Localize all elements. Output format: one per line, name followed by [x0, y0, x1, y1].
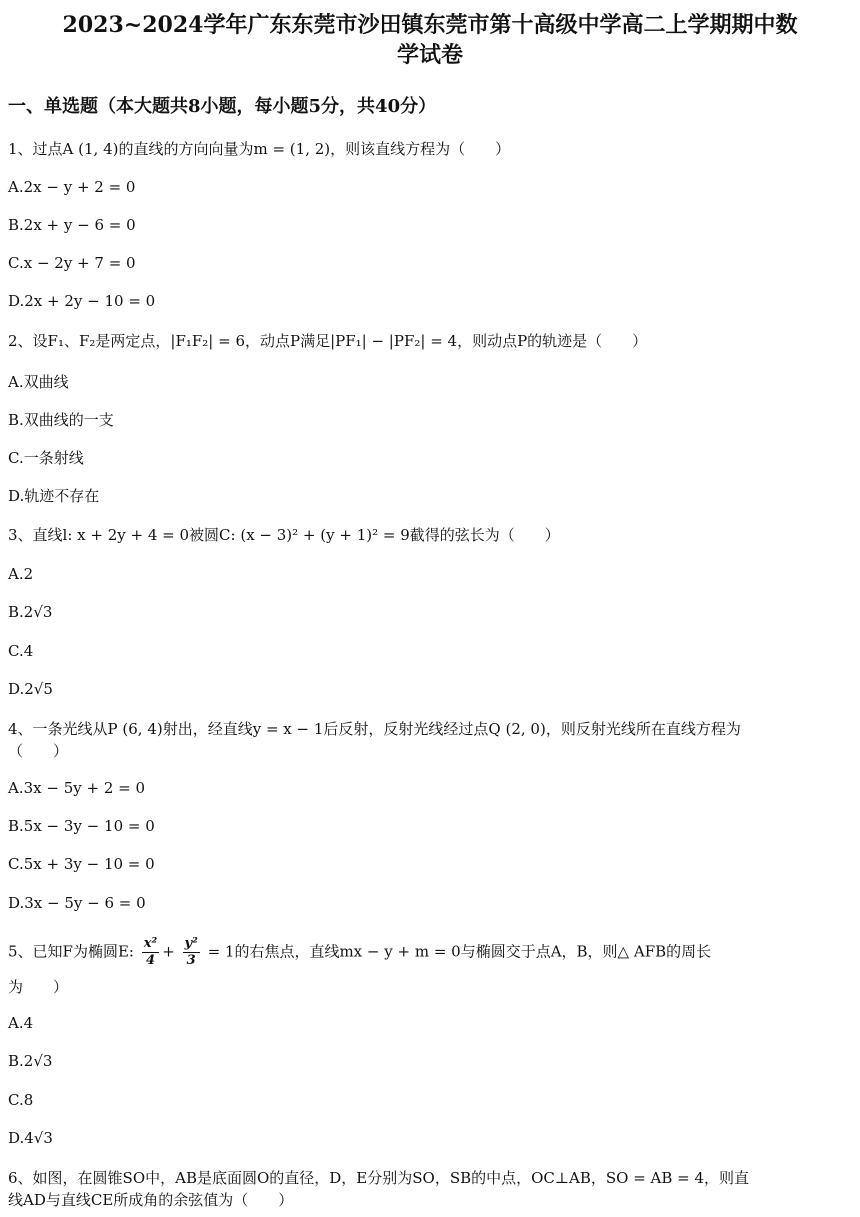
- q5-text-a: 5、已知F为椭圆E:: [8, 942, 134, 961]
- q5-option-c: C.8: [8, 1091, 34, 1109]
- question-6: 6、如图，在圆锥SO中，AB是底面圆O的直径，D，E分别为SO，SB的中点，OC⊥AB，SO = AB = 4，则直: [8, 1169, 750, 1187]
- q5-fraction-2: [183, 936, 200, 969]
- q5-option-b: B.2√3: [8, 1052, 53, 1070]
- q3-option-b: B.2√3: [8, 603, 53, 621]
- q1-option-d: D.2x + 2y − 10 = 0: [8, 292, 156, 310]
- q4-option-c: C.5x + 3y − 10 = 0: [8, 855, 155, 873]
- q1-option-b: B.2x + y − 6 = 0: [8, 216, 136, 234]
- q5-frac1-den: 4: [145, 953, 155, 968]
- q3-option-c: C.4: [8, 642, 34, 660]
- q4-option-a: A.3x − 5y + 2 = 0: [8, 779, 146, 797]
- section-heading: 一、单选题（本大题共8小题，每小题5分，共40分）: [8, 96, 437, 117]
- question-3: 3、直线l: x + 2y + 4 = 0被圆C: (x − 3)² + (y + 1)² = 9截得的弦长为（ ）: [8, 526, 560, 544]
- document-title: [0, 10, 860, 70]
- q3-option-a: A.2: [8, 565, 34, 583]
- q5-option-d: D.4√3: [8, 1129, 53, 1147]
- q1-option-a: A.2x − y + 2 = 0: [8, 178, 136, 196]
- q5-frac2-den: 3: [186, 953, 196, 968]
- q3-option-d: D.2√5: [8, 680, 53, 698]
- q2-option-d: D.轨迹不存在: [8, 487, 100, 505]
- q1-option-c: C.x − 2y + 7 = 0: [8, 254, 136, 272]
- title-line-2: 学试卷: [396, 42, 463, 68]
- question-5: 5、已知F为椭圆E: $\frac{\text{x²}}{4}$ + $\frac{\text{y²}}{3}$ = 1的右焦点，直线mx − y + m = 0与椭圆交于点A，B，则△ AFB的周长: [8, 936, 712, 968]
- q4-option-d: D.3x − 5y − 6 = 0: [8, 894, 146, 912]
- question-4-cont: （ ）: [8, 742, 69, 760]
- question-5-cont: 为 ）: [8, 978, 69, 996]
- q5-frac2-num: y²: [184, 936, 198, 951]
- question-2: 2、设F₁、F₂是两定点，|F₁F₂| = 6，动点P满足|PF₁| − |PF₂| = 4，则动点P的轨迹是（ ）: [8, 332, 648, 350]
- question-6-cont: 线AD与直线CE所成角的余弦值为（ ）: [8, 1191, 294, 1209]
- q5-fraction-1: [142, 936, 159, 969]
- title-line-1: 2023~2024学年广东东莞市沙田镇东莞市第十高级中学高二上学期期中数: [62, 12, 798, 38]
- q4-option-b: B.5x − 3y − 10 = 0: [8, 817, 155, 835]
- question-1: 1、过点A (1, 4)的直线的方向向量为m = (1, 2)，则该直线方程为（ ）: [8, 140, 511, 158]
- q2-option-c: C.一条射线: [8, 449, 84, 467]
- q5-option-a: A.4: [8, 1014, 34, 1032]
- q5-frac1-num: x²: [143, 936, 158, 951]
- q2-option-b: B.双曲线的一支: [8, 411, 114, 429]
- q5-text-b: = 1的右焦点，直线mx − y + m = 0与椭圆交于点A，B，则△ AFB的周长: [207, 942, 712, 961]
- question-4: 4、一条光线从P (6, 4)射出，经直线y = x − 1后反射，反射光线经过点Q (2, 0)，则反射光线所在直线方程为: [8, 720, 741, 738]
- q2-option-a: A.双曲线: [8, 373, 69, 391]
